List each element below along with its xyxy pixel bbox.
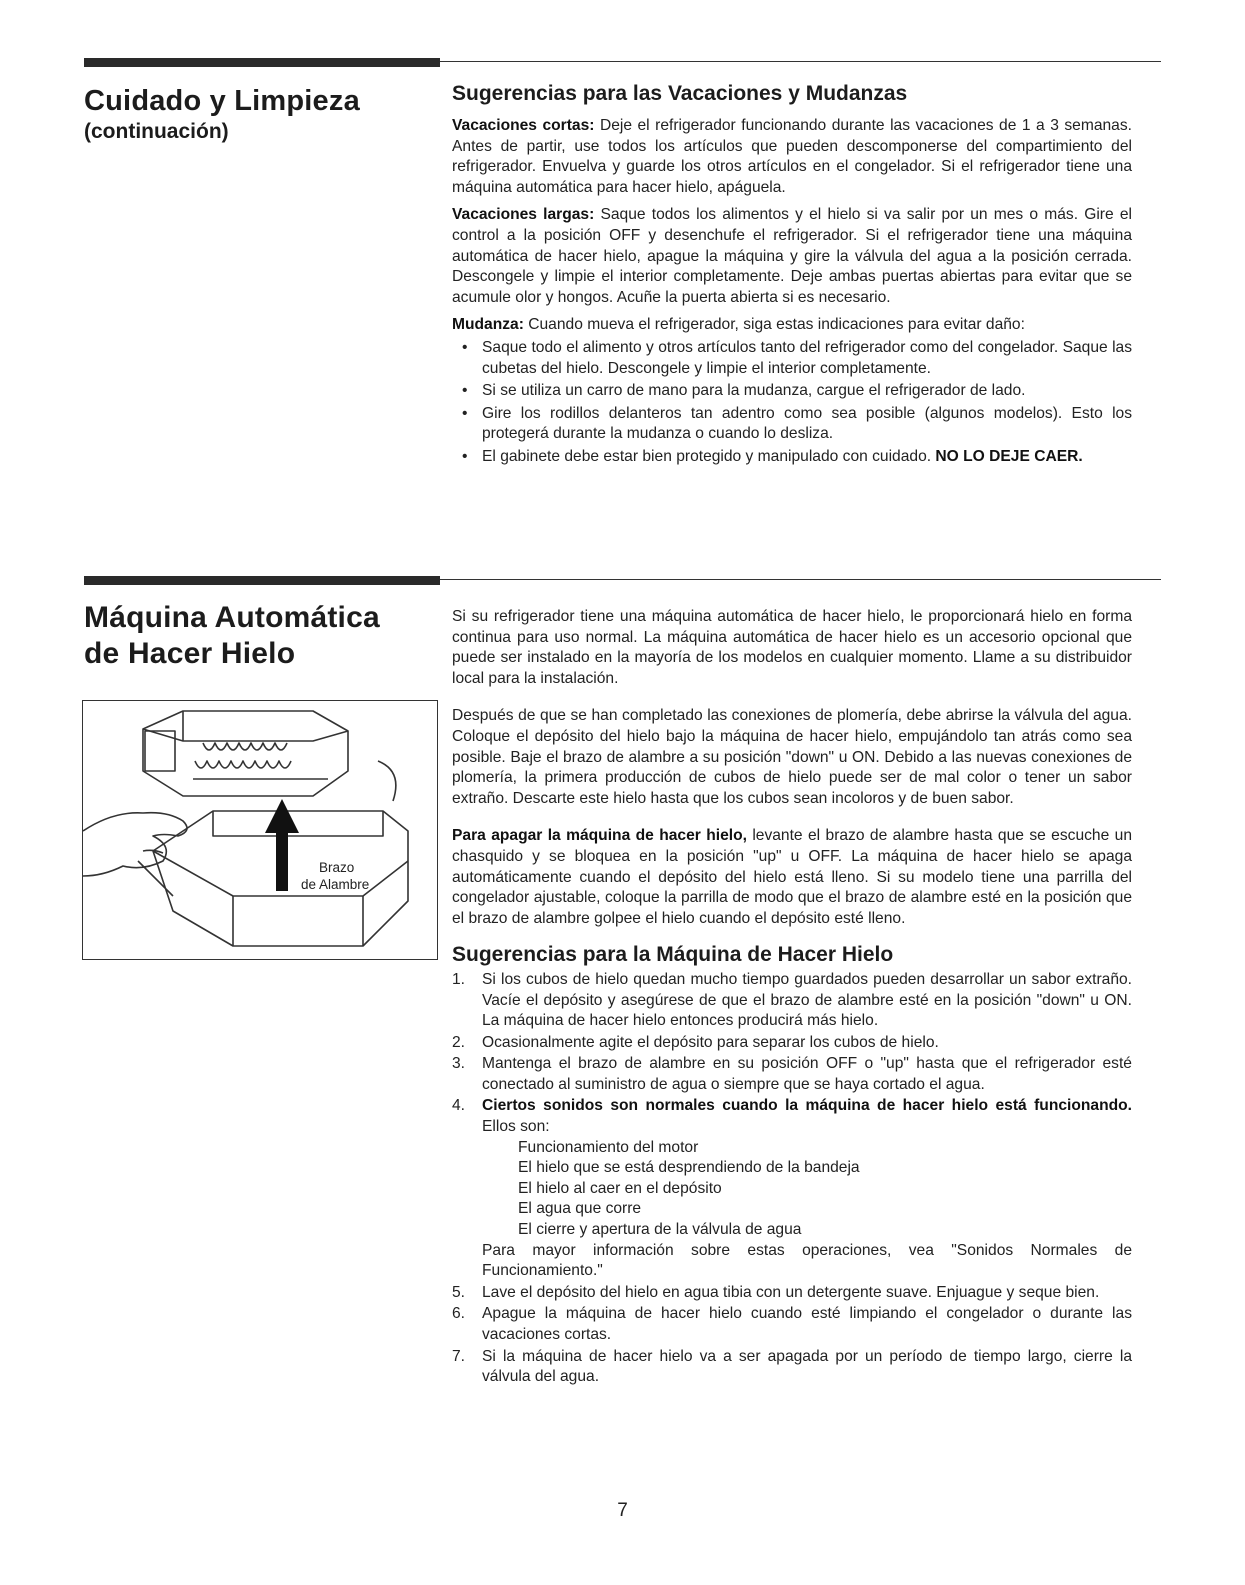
tip-number: 5.	[452, 1283, 466, 1301]
intro-paragraph: Si su refrigerador tiene una máquina automática de hacer hielo, le proporcionará hielo en forma continua para uso normal. La máquina automática de hacer hielo es un accesorio opcional que puede ser instalado en la mayoría de los modelos en cualquier momento. Llame a su distribuidor local para la instalación.	[452, 608, 1132, 687]
moving-text: Cuando mueva el refrigerador, siga estas indicaciones para evitar daño:	[523, 316, 1025, 334]
sounds-list	[482, 1138, 1132, 1241]
section1-thick-rule	[84, 58, 440, 67]
figure-label-line2: de Alambre	[301, 877, 370, 892]
moving-last-text: El gabinete debe estar bien protegido y manipulado con cuidado.	[482, 447, 936, 465]
vacations-heading: Sugerencias para las Vacaciones y Mudanzas	[452, 82, 908, 105]
tip-number: 3.	[452, 1055, 466, 1073]
tip-text: Apague la máquina de hacer hielo cuando esté limpiando el congelador o durante las vacaciones cortas.	[482, 1305, 1132, 1343]
section1-thin-rule	[440, 61, 1161, 62]
tip-number: 7.	[452, 1347, 466, 1365]
moving-item: • Si se utiliza un carro de mano para la mudanza, cargue el refrigerador de lado.	[482, 381, 1132, 402]
tip-item	[452, 1096, 1132, 1281]
tips-heading: Sugerencias para la Máquina de Hacer Hielo	[452, 943, 894, 967]
tip-item	[452, 1304, 1132, 1345]
short-vacation-paragraph	[452, 116, 1132, 198]
sound-item: El cierre y apertura de la válvula de agua	[518, 1221, 802, 1239]
tip-item	[452, 1347, 1132, 1388]
icemaker-illustration	[83, 701, 437, 959]
long-vacation-text: Saque todos los alimentos y el hielo si va salir por un mes o más. Gire el control a la posición OFF y desenchufe el refrigerador. Si el refrigerador tiene una máquina automática de hacer hielo, apague la máquina y gire la válvula del agua a la posición cerrada. Descongele y limpie el interior completamente. Deje ambas puertas abiertas para evitar que se acumule olor y hongos. Acuñe la puerta abierta si es necesario.	[452, 206, 1132, 306]
installation-paragraph: Después de que se han completado las conexiones de plomería, debe abrirse la válvula del agua. Coloque el depósito del hielo bajo la máquina de hacer hielo, empujándolo tan atrás como sea posible. Baje el brazo de alambre a su posición "down" u ON. Debido a las nuevas conexiones de plomería, la primera producción de cubos de hielo puede ser de mal color o tener un sabor extraño. Descarte este hielo hasta que los cubos sean incoloros y de buen sabor.	[452, 707, 1132, 807]
tip-text: Lave el depósito del hielo en agua tibia con un detergente suave. Enjuague y seque bien.	[482, 1283, 1100, 1301]
tip4-bold: Ciertos sonidos son normales cuando la máquina de hacer hielo está funcionando.	[482, 1097, 1132, 1115]
figure-label-line1: Brazo	[319, 860, 355, 875]
long-vacation-paragraph	[452, 205, 1132, 308]
tip-item	[452, 1283, 1132, 1304]
tips-list	[452, 970, 1132, 1388]
moving-list	[452, 338, 1132, 468]
tip-item	[452, 1033, 1132, 1054]
long-vacation-label: Vacaciones largas:	[452, 206, 595, 224]
moving-paragraph	[452, 315, 1132, 336]
section1-subtitle: (continuación)	[84, 120, 229, 143]
tip-number: 1.	[452, 970, 466, 988]
tip-item	[452, 970, 1132, 1032]
do-not-drop-warning: NO LO DEJE CAER.	[935, 447, 1083, 465]
section2-thick-rule	[84, 576, 440, 585]
moving-item: • Saque todo el alimento y otros artículos tanto del refrigerador como del congelador. Saque las cubetas del hielo. Descongele y limpie el interior completamente.	[482, 338, 1132, 379]
section1-body	[452, 82, 1132, 470]
sound-item: El hielo que se está desprendiendo de la bandeja	[518, 1159, 860, 1177]
icemaker-figure	[82, 700, 438, 960]
tip-number: 4.	[452, 1097, 466, 1115]
moving-label: Mudanza:	[452, 316, 524, 334]
turn-off-paragraph	[452, 826, 1132, 929]
sound-item: El agua que corre	[518, 1200, 642, 1218]
tip-text: Mantenga el brazo de alambre en su posición OFF o "up" hasta que el refrigerador esté conectado al suministro de agua o siempre que se haya cortado el agua.	[482, 1055, 1132, 1093]
section2-thin-rule	[440, 579, 1161, 580]
tip-text: Si la máquina de hacer hielo va a ser apagada por un período de tiempo largo, cierre la válvula del agua.	[482, 1347, 1132, 1386]
sound-item: Funcionamiento del motor	[518, 1138, 699, 1156]
section2-title	[84, 600, 380, 672]
tip-text: Ocasionalmente agite el depósito para separar los cubos de hielo.	[482, 1033, 939, 1051]
tip4-text: Ellos son:	[482, 1118, 550, 1136]
moving-item	[482, 447, 1132, 468]
short-vacation-text: Deje el refrigerador funcionando durante las vacaciones de 1 a 3 semanas. Antes de partir, use todos los artículos que pueden descomponerse del compartimiento del refrigerador. Envuelva y guarde los otros artículos en el congelador. Si el refrigerador tiene una máquina automática para hacer hielo, apáguela.	[452, 117, 1132, 196]
page-number: 7	[617, 1500, 628, 1521]
section2-title-line2: de Hacer Hielo	[84, 637, 296, 670]
tip-number: 2.	[452, 1033, 466, 1051]
sound-item: El hielo al caer en el depósito	[518, 1179, 722, 1197]
tip-text: Si los cubos de hielo quedan mucho tiempo guardados pueden desarrollar un sabor extraño. Vacíe el depósito y asegúrese de que el brazo de alambre esté en la posición "down" u ON. La máquina de hacer hielo entonces producirá más hielo.	[482, 970, 1132, 1030]
section2-title-line1: Máquina Automática	[84, 601, 380, 634]
tip-number: 6.	[452, 1305, 466, 1323]
turn-off-text: levante el brazo de alambre hasta que se escuche un chasquido y se bloquea en la posición "up" u OFF. La máquina de hacer hielo se apaga automáticamente cuando el depósito del hielo está lleno. Si su modelo tiene una parrilla del congelador ajustable, coloque la parrilla de modo que el brazo de alambre esté en la posición que el brazo de alambre golpee el hielo cuando el depósito esté lleno.	[452, 827, 1132, 927]
section1-title: Cuidado y Limpieza	[84, 85, 360, 117]
tip4-more: Para mayor información sobre estas operaciones, vea "Sonidos Normales de Funcionamiento."	[482, 1241, 1132, 1280]
section2-body	[452, 607, 1132, 1389]
figure-label	[301, 859, 369, 893]
turn-off-label: Para apagar la máquina de hacer hielo,	[452, 827, 747, 845]
short-vacation-label: Vacaciones cortas:	[452, 117, 595, 134]
tip-item	[452, 1054, 1132, 1095]
moving-item: • Gire los rodillos delanteros tan adentro como sea posible (algunos modelos). Esto los protegerá durante la mudanza o cuando lo desliza.	[482, 404, 1132, 445]
